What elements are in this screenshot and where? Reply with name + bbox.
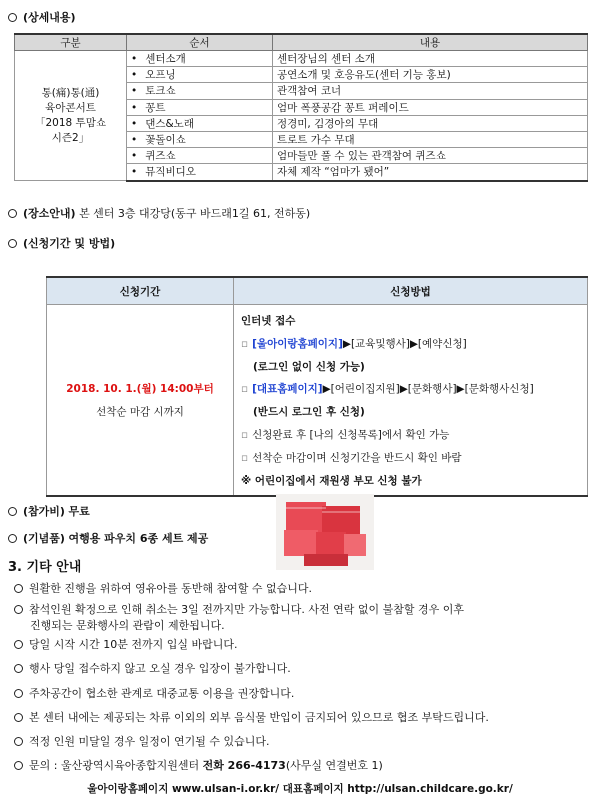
square-bullet-icon: ▫ — [241, 337, 249, 350]
col-header-category: 구분 — [15, 34, 127, 51]
bullet-icon: • — [131, 85, 138, 98]
notice-item-continued: 진행되는 문화행사의 관람이 제한됩니다. — [30, 619, 225, 632]
link-main-homepage[interactable]: [대표홈페이지] — [252, 383, 323, 396]
circle-bullet-icon — [8, 13, 17, 22]
bullet-icon: • — [131, 101, 138, 114]
content-cell: 센터장님의 센터 소개 — [273, 51, 588, 67]
notice-item: 참석인원 확정으로 인해 취소는 3일 전까지만 가능합니다. 사전 연락 없이 불참할 경우 이후 — [14, 601, 464, 617]
order-cell: 토크쇼 — [145, 85, 176, 98]
content-cell: 자체 제작 “엄마가 됐어” — [273, 164, 588, 181]
program-table — [14, 33, 588, 182]
notice-item: 적정 인원 미달일 경우 일정이 연기될 수 있습니다. — [14, 733, 270, 749]
col-header-content: 내용 — [273, 34, 588, 51]
order-cell: 뮤직비디오 — [145, 166, 196, 179]
table-row — [15, 51, 588, 67]
circle-bullet-icon — [8, 534, 17, 543]
circle-bullet-icon — [14, 737, 23, 746]
col-header-period: 신청기간 — [47, 277, 234, 305]
order-cell: 퀴즈쇼 — [145, 150, 176, 163]
content-cell: 엄마 폭풍공감 꽁트 퍼레이드 — [273, 99, 588, 115]
notice-item: 당일 시작 시간 10분 전까지 입실 바랍니다. — [14, 636, 238, 652]
venue-text: 본 센터 3층 대강당(동구 바드래1길 61, 전하동) — [79, 207, 311, 220]
content-cell: 공연소개 및 호응유도(센터 기능 홍보) — [273, 67, 588, 83]
contact-line: 문의 : 울산광역시육아종합지원센터 전화 266-4173(사무실 연결번호 1) — [14, 757, 383, 773]
excluded-note: ※ 어린이집에서 재원생 부모 신청 불가 — [241, 474, 422, 487]
bullet-icon: • — [131, 53, 138, 66]
application-table — [46, 276, 588, 497]
gift-line: (기념품) 여행용 파우치 6종 세트 제공 — [8, 530, 208, 546]
apply-heading: (신청기간 및 방법) — [8, 235, 115, 251]
content-cell: 정경미, 김경아의 무대 — [273, 115, 588, 131]
notice-item: 본 센터 내에는 제공되는 차류 이외의 외부 음식물 반입이 금지되어 있으므로 협조 부탁드립니다. — [14, 709, 489, 725]
circle-bullet-icon — [14, 605, 23, 614]
link1-path: ▶[교육및행사]▶[예약신청] — [342, 337, 467, 350]
bullet-icon: • — [131, 69, 138, 82]
detail-heading: (상세내용) — [8, 9, 76, 25]
circle-bullet-icon — [8, 239, 17, 248]
bullet-icon: • — [131, 166, 138, 179]
link-ulsan-i-homepage[interactable]: [울아이랑홈페이지] — [252, 337, 343, 350]
circle-bullet-icon — [14, 584, 23, 593]
bullet-icon: • — [131, 117, 138, 130]
square-bullet-icon: ▫ — [241, 428, 249, 441]
circle-bullet-icon — [8, 507, 17, 516]
circle-bullet-icon — [14, 689, 23, 698]
circle-bullet-icon — [14, 640, 23, 649]
square-bullet-icon: ▫ — [241, 383, 249, 396]
circle-bullet-icon — [8, 209, 17, 218]
col-header-method: 신청방법 — [234, 277, 588, 305]
order-cell: 댄스&노래 — [145, 117, 194, 130]
order-cell: 센터소개 — [145, 53, 186, 66]
circle-bullet-icon — [14, 713, 23, 722]
notice-item: 원활한 진행을 위하여 영유아를 동반해 참여할 수 없습니다. — [14, 580, 312, 596]
method-cell — [234, 305, 588, 497]
table-header-row — [47, 277, 588, 305]
table-row — [47, 305, 588, 497]
notice-item: 주차공간이 협소한 관계로 대중교통 이용을 권장합니다. — [14, 685, 294, 701]
square-bullet-icon: ▫ — [241, 451, 249, 464]
order-cell: 꽃돌이쇼 — [145, 134, 186, 147]
content-cell: 트로트 가수 무대 — [273, 131, 588, 147]
fee-line: (참가비) 무료 — [8, 503, 90, 519]
notice-item: 행사 당일 접수하지 않고 오실 경우 입장이 불가합니다. — [14, 660, 291, 676]
order-cell: 꽁트 — [145, 101, 166, 114]
program-group — [15, 51, 127, 181]
circle-bullet-icon — [14, 664, 23, 673]
col-header-order: 순서 — [127, 34, 273, 51]
period-note: 선착순 마감 시까지 — [96, 406, 184, 419]
bullet-icon: • — [131, 134, 138, 147]
link1-note: (로그인 없이 신청 가능) — [253, 360, 365, 373]
first-come-note: 선착순 마감이며 신청기간을 반드시 확인 바람 — [252, 451, 462, 464]
program-group-title: 통(痛)통(通) 육아콘서트 「2018 투맘쇼 시즌2」 — [35, 86, 106, 144]
content-cell: 관객참여 코너 — [273, 83, 588, 99]
method-title: 인터넷 접수 — [241, 315, 296, 327]
table-header-row — [15, 34, 588, 51]
order-cell: 오프닝 — [145, 69, 176, 82]
content-cell: 엄마들만 풀 수 있는 관객참여 퀴즈쇼 — [273, 148, 588, 164]
period-date: 2018. 10. 1.(월) 14:00부터 — [66, 383, 214, 396]
circle-bullet-icon — [14, 761, 23, 770]
travel-pouch-image — [276, 494, 374, 570]
link2-note: (반드시 로그인 후 신청) — [253, 406, 365, 419]
bullet-icon: • — [131, 150, 138, 163]
period-cell — [47, 305, 234, 497]
link2-path: ▶[어린이집지원]▶[문화행사]▶[문화행사신청] — [322, 383, 534, 396]
check-note: 신청완료 후 [나의 신청목록]에서 확인 가능 — [252, 428, 450, 441]
venue-line — [8, 205, 310, 221]
footer-links[interactable]: 울아이랑홈페이지 www.ulsan-i.or.kr/ 대표홈페이지 http://ulsan.childcare.go.kr/ — [87, 783, 513, 795]
venue-label: (장소안내) — [23, 207, 76, 220]
section-title: 3. 기타 안내 — [8, 560, 82, 575]
